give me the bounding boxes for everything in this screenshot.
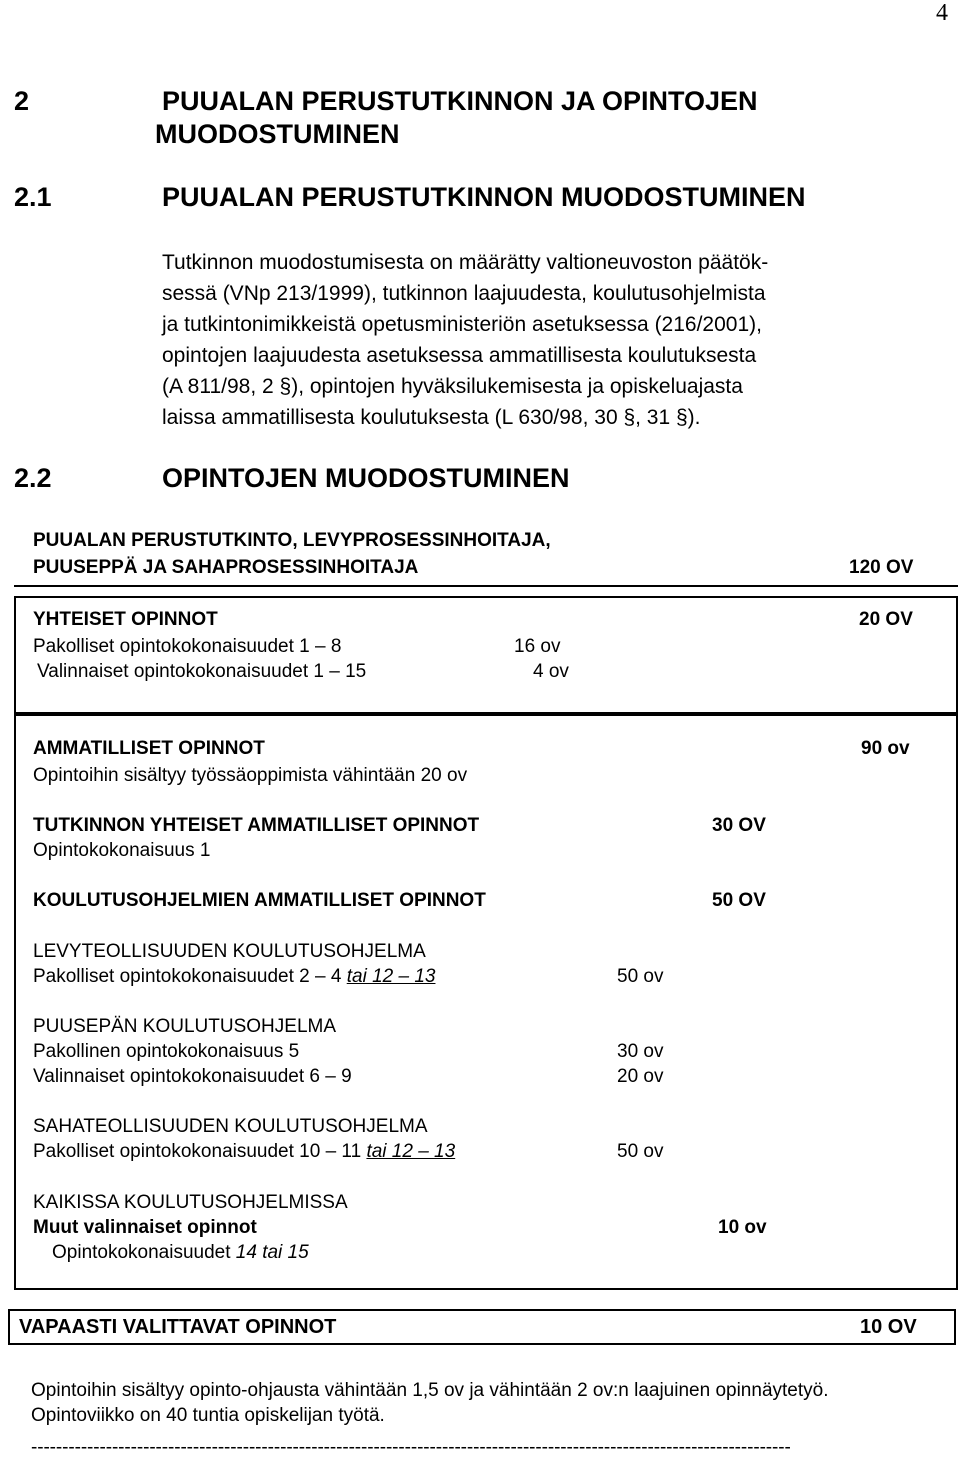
levy-row — [33, 966, 435, 988]
footer-note: Opintoihin sisältyy opinto-ohjausta vähintään 1,5 ov ja vähintään 2 ov:n laajuinen opinnäytetyö. — [31, 1380, 829, 1401]
vocational-studies-box — [14, 712, 958, 1290]
paragraph-line: sessä (VNp 213/1999), tutkinnon laajuudesta, koulutusohjelmista — [162, 282, 766, 305]
page-number: 4 — [936, 0, 948, 26]
saha-label: Pakolliset opintokokonaisuudet 10 – 11 — [33, 1141, 367, 1162]
all-programmes-note — [52, 1242, 309, 1264]
puuseppa-row-label: Valinnaiset opintokokonaisuudet 6 – 9 — [33, 1066, 352, 1087]
degree-total: 120 OV — [849, 557, 914, 578]
paragraph-line: laissa ammatillisesta koulutuksesta (L 630/98, 30 §, 31 §). — [162, 406, 701, 429]
degree-divider — [14, 585, 958, 587]
free-studies-total: 10 OV — [860, 1316, 917, 1338]
vocational-total: 90 ov — [861, 738, 910, 759]
subsection2-number: 2.2 — [14, 463, 52, 493]
levy-title: LEVYTEOLLISUUDEN KOULUTUSOHJELMA — [33, 941, 426, 962]
common-studies-title: YHTEISET OPINNOT — [33, 609, 218, 630]
saha-title: SAHATEOLLISUUDEN KOULUTUSOHJELMA — [33, 1116, 428, 1137]
common-row-value: 4 ov — [533, 661, 569, 682]
dashed-separator: -------------------------------------------------------------------------------------------------------------------------- — [31, 1437, 791, 1458]
subsection1-title: PUUALAN PERUSTUTKINNON MUODOSTUMINEN — [162, 182, 806, 212]
paragraph-line: (A 811/98, 2 §), opintojen hyväksilukemisesta ja opiskeluajasta — [162, 375, 743, 398]
programmes-value: 50 OV — [712, 890, 766, 911]
common-studies-box — [14, 596, 958, 716]
common-row-value: 16 ov — [514, 636, 561, 657]
common-row-label: Pakolliset opintokokonaisuudet 1 – 8 — [33, 636, 342, 657]
paragraph — [162, 247, 768, 433]
vocational-title: AMMATILLISET OPINNOT — [33, 738, 265, 759]
footer-note: Opintoviikko on 40 tuntia opiskelijan työtä. — [31, 1405, 385, 1426]
free-studies-box — [8, 1309, 956, 1345]
degree-title-line1: PUUALAN PERUSTUTKINTO, LEVYPROSESSINHOITAJA, — [33, 530, 551, 551]
free-studies-title: VAPAASTI VALITTAVAT OPINNOT — [19, 1316, 337, 1338]
vocational-note: Opintoihin sisältyy työssäoppimista vähintään 20 ov — [33, 765, 468, 786]
common-studies-total: 20 OV — [859, 609, 913, 630]
paragraph-line: ja tutkintonimikkeistä opetusministeriön asetuksessa (216/2001), — [162, 313, 762, 336]
common-vocational-title: TUTKINNON YHTEISET AMMATILLISET OPINNOT — [33, 815, 480, 836]
all-note-text: Opintokokonaisuudet — [52, 1242, 236, 1263]
subsection1-number: 2.1 — [14, 182, 52, 212]
saha-label-italic: tai 12 – 13 — [366, 1141, 456, 1162]
puuseppa-title: PUUSEPÄN KOULUTUSOHJELMA — [33, 1016, 337, 1037]
paragraph-line: opintojen laajuudesta asetuksessa ammatillisesta koulutuksesta — [162, 344, 757, 367]
all-programmes-value: 10 ov — [718, 1217, 767, 1238]
section-title-line2: MUODOSTUMINEN — [155, 119, 400, 149]
levy-value: 50 ov — [617, 966, 664, 987]
levy-label: Pakolliset opintokokonaisuudet 2 – 4 — [33, 966, 347, 987]
saha-value: 50 ov — [617, 1141, 664, 1162]
saha-row — [33, 1141, 455, 1163]
all-note-italic: 14 tai 15 — [235, 1242, 309, 1263]
puuseppa-row-value: 20 ov — [617, 1066, 664, 1087]
puuseppa-row-value: 30 ov — [617, 1041, 664, 1062]
puuseppa-row-label: Pakollinen opintokokonaisuus 5 — [33, 1041, 300, 1062]
common-vocational-value: 30 OV — [712, 815, 766, 836]
section-title-line1: PUUALAN PERUSTUTKINNON JA OPINTOJEN — [162, 86, 758, 116]
all-programmes-title: KAIKISSA KOULUTUSOHJELMISSA — [33, 1192, 348, 1213]
section-number: 2 — [14, 86, 30, 116]
programmes-title: KOULUTUSOHJELMIEN AMMATILLISET OPINNOT — [33, 890, 486, 911]
degree-title-line2: PUUSEPPÄ JA SAHAPROSESSINHOITAJA — [33, 557, 419, 578]
all-programmes-subtitle: Muut valinnaiset opinnot — [33, 1217, 257, 1238]
subsection2-title: OPINTOJEN MUODOSTUMINEN — [162, 463, 570, 493]
common-row-label: Valinnaiset opintokokonaisuudet 1 – 15 — [37, 661, 367, 682]
common-vocational-sub: Opintokokonaisuus 1 — [33, 840, 211, 861]
paragraph-line: Tutkinnon muodostumisesta on määrätty valtioneuvoston päätök- — [162, 251, 769, 274]
levy-label-italic: tai 12 – 13 — [346, 966, 436, 987]
